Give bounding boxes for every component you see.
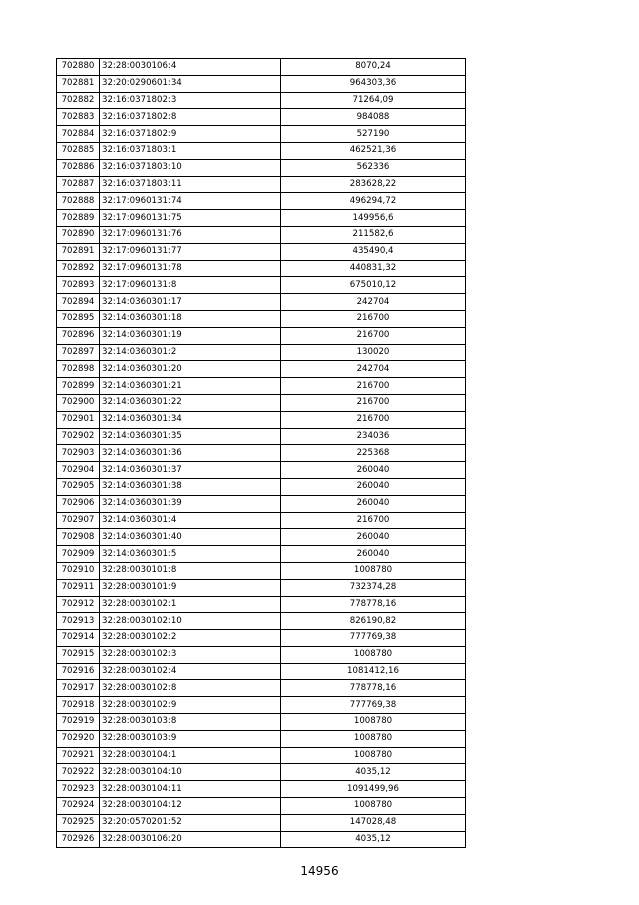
value-cell: 732374,28 — [281, 579, 466, 596]
cadastral-number-cell: 32:28:0030102:3 — [100, 646, 281, 663]
cadastral-number-cell: 32:14:0360301:39 — [100, 495, 281, 512]
table-row — [57, 75, 466, 92]
row-id-cell: 702904 — [57, 462, 100, 479]
cadastral-number-cell: 32:14:0360301:21 — [100, 378, 281, 395]
page-number: 14956 — [300, 864, 339, 878]
table-row — [57, 814, 466, 831]
value-cell: 777769,38 — [281, 697, 466, 714]
row-id-cell: 702890 — [57, 226, 100, 243]
value-cell: 71264,09 — [281, 92, 466, 109]
row-id-cell: 702888 — [57, 193, 100, 210]
table-row — [57, 462, 466, 479]
value-cell: 283628,22 — [281, 176, 466, 193]
table-row — [57, 428, 466, 445]
value-cell: 1008780 — [281, 646, 466, 663]
value-cell: 435490,4 — [281, 243, 466, 260]
cadastral-number-cell: 32:17:0960131:74 — [100, 193, 281, 210]
row-id-cell: 702916 — [57, 663, 100, 680]
value-cell: 1081412,16 — [281, 663, 466, 680]
row-id-cell: 702910 — [57, 562, 100, 579]
cadastral-number-cell: 32:28:0030101:9 — [100, 579, 281, 596]
row-id-cell: 702925 — [57, 814, 100, 831]
value-cell: 1008780 — [281, 714, 466, 731]
table-row — [57, 411, 466, 428]
cadastral-number-cell: 32:28:0030102:10 — [100, 613, 281, 630]
table-row — [57, 630, 466, 647]
value-cell: 242704 — [281, 361, 466, 378]
cadastral-number-cell: 32:16:0371803:10 — [100, 159, 281, 176]
row-id-cell: 702882 — [57, 92, 100, 109]
table-row — [57, 226, 466, 243]
row-id-cell: 702920 — [57, 730, 100, 747]
value-cell: 216700 — [281, 327, 466, 344]
cadastral-number-cell: 32:14:0360301:17 — [100, 294, 281, 311]
cadastral-number-cell: 32:14:0360301:40 — [100, 529, 281, 546]
value-cell: 496294,72 — [281, 193, 466, 210]
row-id-cell: 702900 — [57, 394, 100, 411]
cadastral-number-cell: 32:28:0030104:10 — [100, 764, 281, 781]
value-cell: 216700 — [281, 512, 466, 529]
value-cell: 778778,16 — [281, 680, 466, 697]
row-id-cell: 702907 — [57, 512, 100, 529]
table-row — [57, 747, 466, 764]
row-id-cell: 702895 — [57, 310, 100, 327]
cadastral-number-cell: 32:17:0960131:75 — [100, 210, 281, 227]
cadastral-number-cell: 32:14:0360301:2 — [100, 344, 281, 361]
cadastral-number-cell: 32:14:0360301:4 — [100, 512, 281, 529]
cadastral-number-cell: 32:28:0030103:8 — [100, 714, 281, 731]
data-table — [56, 58, 466, 848]
table-row — [57, 764, 466, 781]
cadastral-number-cell: 32:14:0360301:36 — [100, 445, 281, 462]
cadastral-number-cell: 32:28:0030102:9 — [100, 697, 281, 714]
table-row — [57, 142, 466, 159]
table-row — [57, 243, 466, 260]
row-id-cell: 702924 — [57, 798, 100, 815]
row-id-cell: 702891 — [57, 243, 100, 260]
table-row — [57, 714, 466, 731]
row-id-cell: 702911 — [57, 579, 100, 596]
cadastral-number-cell: 32:28:0030104:1 — [100, 747, 281, 764]
value-cell: 211582,6 — [281, 226, 466, 243]
value-cell: 216700 — [281, 378, 466, 395]
row-id-cell: 702880 — [57, 59, 100, 76]
row-id-cell: 702919 — [57, 714, 100, 731]
cadastral-number-cell: 32:28:0030106:20 — [100, 831, 281, 848]
cadastral-number-cell: 32:16:0371803:11 — [100, 176, 281, 193]
row-id-cell: 702893 — [57, 277, 100, 294]
row-id-cell: 702887 — [57, 176, 100, 193]
value-cell: 1008780 — [281, 562, 466, 579]
cadastral-number-cell: 32:14:0360301:20 — [100, 361, 281, 378]
value-cell: 149956,6 — [281, 210, 466, 227]
cadastral-number-cell: 32:16:0371802:3 — [100, 92, 281, 109]
cadastral-number-cell: 32:14:0360301:22 — [100, 394, 281, 411]
value-cell: 777769,38 — [281, 630, 466, 647]
table-row — [57, 193, 466, 210]
row-id-cell: 702913 — [57, 613, 100, 630]
cadastral-number-cell: 32:20:0570201:52 — [100, 814, 281, 831]
value-cell: 984088 — [281, 109, 466, 126]
value-cell: 216700 — [281, 411, 466, 428]
cadastral-number-cell: 32:16:0371803:1 — [100, 142, 281, 159]
row-id-cell: 702902 — [57, 428, 100, 445]
cadastral-number-cell: 32:14:0360301:38 — [100, 478, 281, 495]
cadastral-number-cell: 32:14:0360301:37 — [100, 462, 281, 479]
value-cell: 675010,12 — [281, 277, 466, 294]
row-id-cell: 702915 — [57, 646, 100, 663]
table-row — [57, 529, 466, 546]
cadastral-number-cell: 32:28:0030102:8 — [100, 680, 281, 697]
cadastral-number-cell: 32:14:0360301:18 — [100, 310, 281, 327]
value-cell: 1008780 — [281, 798, 466, 815]
value-cell: 242704 — [281, 294, 466, 311]
cadastral-number-cell: 32:28:0030103:9 — [100, 730, 281, 747]
row-id-cell: 702881 — [57, 75, 100, 92]
cadastral-number-cell: 32:16:0371802:9 — [100, 126, 281, 143]
table-row — [57, 478, 466, 495]
cadastral-number-cell: 32:16:0371802:8 — [100, 109, 281, 126]
value-cell: 1008780 — [281, 747, 466, 764]
value-cell: 4035,12 — [281, 764, 466, 781]
cadastral-number-cell: 32:14:0360301:5 — [100, 546, 281, 563]
table-row — [57, 798, 466, 815]
table-row — [57, 378, 466, 395]
cadastral-number-cell: 32:28:0030101:8 — [100, 562, 281, 579]
cadastral-number-cell: 32:14:0360301:19 — [100, 327, 281, 344]
value-cell: 527190 — [281, 126, 466, 143]
table-row — [57, 92, 466, 109]
row-id-cell: 702903 — [57, 445, 100, 462]
table-row — [57, 663, 466, 680]
row-id-cell: 702905 — [57, 478, 100, 495]
cadastral-number-cell: 32:28:0030102:4 — [100, 663, 281, 680]
table-row — [57, 512, 466, 529]
cadastral-number-cell: 32:17:0960131:77 — [100, 243, 281, 260]
table-row — [57, 394, 466, 411]
cadastral-number-cell: 32:20:0290601:34 — [100, 75, 281, 92]
table-row — [57, 59, 466, 76]
value-cell: 260040 — [281, 529, 466, 546]
value-cell: 234036 — [281, 428, 466, 445]
row-id-cell: 702921 — [57, 747, 100, 764]
table-row — [57, 579, 466, 596]
value-cell: 216700 — [281, 394, 466, 411]
table-row — [57, 344, 466, 361]
table-row — [57, 646, 466, 663]
value-cell: 1008780 — [281, 730, 466, 747]
cadastral-number-cell: 32:14:0360301:34 — [100, 411, 281, 428]
table-row — [57, 126, 466, 143]
table-row — [57, 730, 466, 747]
value-cell: 1091499,96 — [281, 781, 466, 798]
table-row — [57, 680, 466, 697]
value-cell: 260040 — [281, 546, 466, 563]
cadastral-number-cell: 32:28:0030102:2 — [100, 630, 281, 647]
table-row — [57, 109, 466, 126]
table-row — [57, 310, 466, 327]
table-row — [57, 210, 466, 227]
row-id-cell: 702908 — [57, 529, 100, 546]
table-row — [57, 176, 466, 193]
row-id-cell: 702909 — [57, 546, 100, 563]
row-id-cell: 702892 — [57, 260, 100, 277]
row-id-cell: 702926 — [57, 831, 100, 848]
cadastral-number-cell: 32:28:0030104:11 — [100, 781, 281, 798]
row-id-cell: 702906 — [57, 495, 100, 512]
table-row — [57, 697, 466, 714]
row-id-cell: 702883 — [57, 109, 100, 126]
table-body — [57, 59, 466, 848]
row-id-cell: 702922 — [57, 764, 100, 781]
row-id-cell: 702886 — [57, 159, 100, 176]
row-id-cell: 702912 — [57, 596, 100, 613]
table-row — [57, 361, 466, 378]
value-cell: 147028,48 — [281, 814, 466, 831]
value-cell: 826190,82 — [281, 613, 466, 630]
cadastral-number-cell: 32:17:0960131:78 — [100, 260, 281, 277]
table-row — [57, 445, 466, 462]
value-cell: 130020 — [281, 344, 466, 361]
cadastral-number-cell: 32:28:0030106:4 — [100, 59, 281, 76]
table-row — [57, 260, 466, 277]
table-row — [57, 546, 466, 563]
value-cell: 778778,16 — [281, 596, 466, 613]
table-row — [57, 495, 466, 512]
cadastral-number-cell: 32:17:0960131:8 — [100, 277, 281, 294]
row-id-cell: 702896 — [57, 327, 100, 344]
table-row — [57, 562, 466, 579]
cadastral-number-cell: 32:28:0030102:1 — [100, 596, 281, 613]
value-cell: 440831,32 — [281, 260, 466, 277]
row-id-cell: 702897 — [57, 344, 100, 361]
table-row — [57, 294, 466, 311]
table-row — [57, 781, 466, 798]
cadastral-number-cell: 32:14:0360301:35 — [100, 428, 281, 445]
row-id-cell: 702901 — [57, 411, 100, 428]
row-id-cell: 702923 — [57, 781, 100, 798]
row-id-cell: 702917 — [57, 680, 100, 697]
value-cell: 562336 — [281, 159, 466, 176]
value-cell: 4035,12 — [281, 831, 466, 848]
table-row — [57, 159, 466, 176]
row-id-cell: 702884 — [57, 126, 100, 143]
value-cell: 462521,36 — [281, 142, 466, 159]
value-cell: 260040 — [281, 495, 466, 512]
table-row — [57, 327, 466, 344]
cadastral-number-cell: 32:28:0030104:12 — [100, 798, 281, 815]
table-row — [57, 277, 466, 294]
value-cell: 216700 — [281, 310, 466, 327]
value-cell: 260040 — [281, 478, 466, 495]
value-cell: 225368 — [281, 445, 466, 462]
table-row — [57, 596, 466, 613]
value-cell: 260040 — [281, 462, 466, 479]
row-id-cell: 702898 — [57, 361, 100, 378]
value-cell: 8070,24 — [281, 59, 466, 76]
row-id-cell: 702894 — [57, 294, 100, 311]
row-id-cell: 702899 — [57, 378, 100, 395]
table-row — [57, 831, 466, 848]
row-id-cell: 702889 — [57, 210, 100, 227]
table-row — [57, 613, 466, 630]
value-cell: 964303,36 — [281, 75, 466, 92]
row-id-cell: 702918 — [57, 697, 100, 714]
cadastral-number-cell: 32:17:0960131:76 — [100, 226, 281, 243]
row-id-cell: 702885 — [57, 142, 100, 159]
row-id-cell: 702914 — [57, 630, 100, 647]
